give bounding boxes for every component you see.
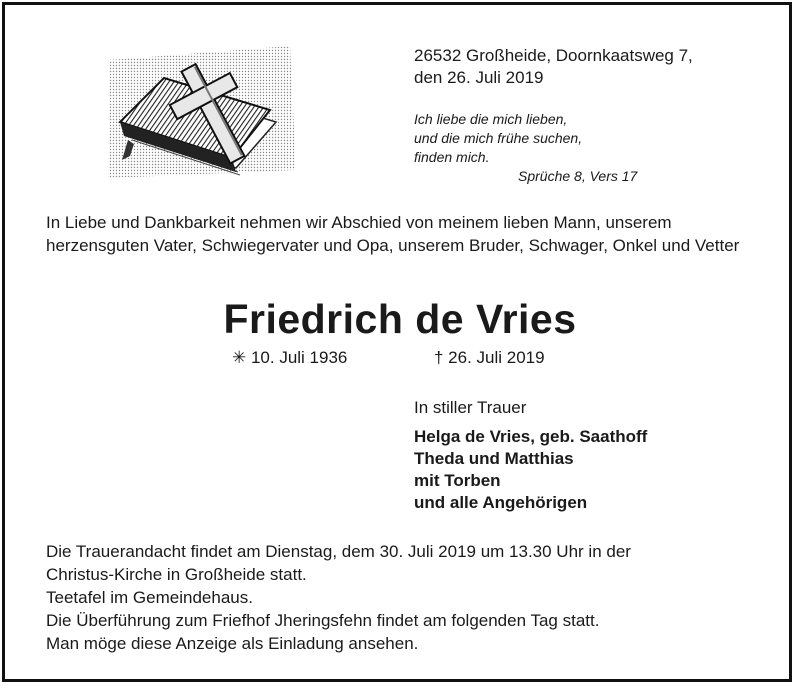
verse-line: und die mich frühe suchen, — [414, 130, 583, 146]
verse-line: finden mich. — [414, 149, 490, 165]
birth-date: ✳ 10. Juli 1936 — [232, 348, 348, 367]
deceased-name: Friedrich de Vries — [223, 296, 577, 342]
notice-line: Man möge diese Anzeige als Einladung ansehen. — [46, 634, 419, 653]
mourner-name: Helga de Vries, geb. Saathoff — [414, 427, 648, 446]
address-block — [414, 45, 693, 89]
address-line: 26532 Großheide, Doornkaatsweg 7, — [414, 46, 693, 65]
verse-source: Sprüche 8, Vers 17 — [518, 168, 638, 184]
bible-verse — [414, 110, 637, 186]
mourners-list — [414, 426, 647, 514]
death-date: † 26. Juli 2019 — [434, 348, 545, 367]
mourner-name: und alle Angehörigen — [414, 493, 588, 512]
verse-line: Ich liebe die mich lieben, — [414, 111, 568, 127]
mourner-name: mit Torben — [414, 471, 501, 490]
mourner-name: Theda und Matthias — [414, 449, 574, 468]
bible-with-cross-icon — [100, 40, 300, 180]
notice-line: Die Trauerandacht findet am Dienstag, dem 30. Juli 2019 um 13.30 Uhr in der — [46, 542, 631, 561]
notice-line: Christus-Kirche in Großheide statt. — [46, 565, 307, 584]
intro-text: In Liebe und Dankbarkeit nehmen wir Abschied von meinem lieben Mann, unserem herzensguten Vater, Schwiegervater und Opa, unserem Bruder, Schwager, Onkel und Vetter — [46, 213, 740, 255]
notice-line: Teetafel im Gemeindehaus. — [46, 588, 253, 607]
date-line: den 26. Juli 2019 — [414, 68, 544, 87]
mourning-label: In stiller Trauer — [414, 398, 527, 417]
service-notice — [46, 540, 631, 655]
notice-line: Die Überführung zum Friefhof Jheringsfehn findet am folgenden Tag statt. — [46, 611, 600, 630]
